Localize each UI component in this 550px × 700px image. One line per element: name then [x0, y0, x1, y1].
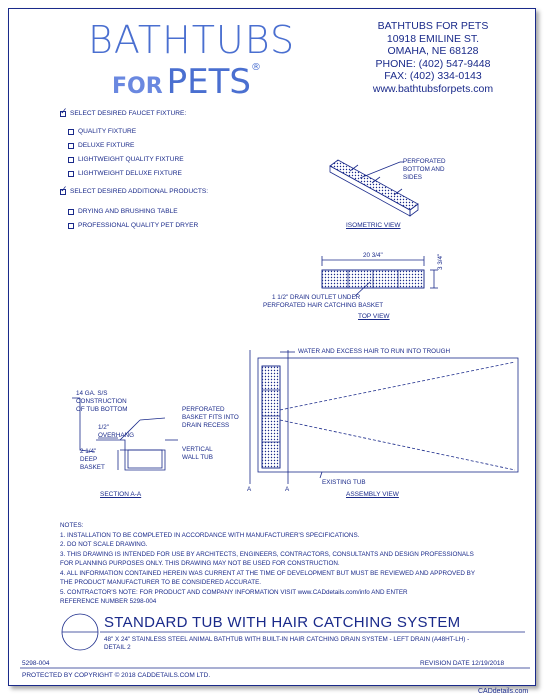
section-deep-2: DEEP	[80, 456, 98, 463]
section-c2: CONSTRUCTION	[76, 398, 127, 405]
faucet-option-label: QUALITY FIXTURE	[78, 128, 137, 135]
section-title: SECTION A-A	[100, 491, 142, 498]
note-line: FOR PLANNING PURPOSES ONLY. THIS DRAWING MAY NOT BE USED FOR CONSTRUCTION.	[60, 560, 340, 567]
assembly-title: ASSEMBLY VIEW	[346, 491, 399, 498]
additional-heading-label: SELECT DESIRED ADDITIONAL PRODUCTS:	[70, 188, 209, 195]
company-fax: FAX: (402) 334-0143	[384, 70, 482, 82]
section-c1: 14 GA. S/S	[76, 390, 108, 397]
cut-a-left: A	[247, 486, 252, 493]
faucet-option-label: LIGHTWEIGHT QUALITY FIXTURE	[78, 156, 184, 163]
note-line: 2. DO NOT SCALE DRAWING.	[60, 541, 148, 548]
logo-pets: PETS	[166, 62, 252, 102]
top-view-basket	[322, 256, 438, 296]
additional-option-label: DRYING AND BRUSHING TABLE	[78, 208, 178, 215]
section-overhang-1: 1/2"	[98, 424, 109, 431]
faucet-heading-label: SELECT DESIRED FAUCET FIXTURE:	[70, 110, 187, 117]
iso-callout-3: SIDES	[403, 174, 422, 181]
caddetails-brand[interactable]: CADdetails.com	[478, 688, 529, 695]
section-basket-2: BASKET FITS INTO	[182, 414, 239, 421]
additional-option-label: PROFESSIONAL QUALITY PET DRYER	[78, 222, 199, 229]
note-line: THE PRODUCT MANUFACTURER TO BE CONSIDERED ACCURATE.	[60, 579, 262, 586]
iso-callout-2: BOTTOM AND	[403, 166, 445, 173]
section-overhang-2: OVERHANG	[98, 432, 135, 439]
section-wall-1: VERTICAL	[182, 446, 213, 453]
assembly-view	[250, 350, 518, 484]
drawing-subtitle-1: 48" X 24" STAINLESS STEEL ANIMAL BATHTUB WITH BUILT-IN HAIR CATCHING DRAIN SYSTEM - LEFT DRAIN (A48HT-LH) -	[104, 636, 470, 643]
company-phone: PHONE: (402) 547-9448	[375, 57, 491, 70]
faucet-option-label: DELUXE FIXTURE	[78, 142, 135, 149]
top-dim-width: 3 3/4"	[437, 253, 444, 270]
faucet-option-label: LIGHTWEIGHT DELUXE FIXTURE	[78, 170, 182, 177]
drawing-title: STANDARD TUB WITH HAIR CATCHING SYSTEM	[104, 614, 461, 631]
isometric-title: ISOMETRIC VIEW	[346, 222, 401, 229]
company-street: 10918 EMILINE ST.	[386, 32, 480, 45]
top-view-title: TOP VIEW	[358, 313, 390, 320]
section-basket-3: DRAIN RECESS	[182, 422, 230, 429]
note-line: 5. CONTRACTOR'S NOTE: FOR PRODUCT AND COMPANY INFORMATION VISIT www.CADdetails.com/info AND ENTER	[60, 588, 408, 596]
cut-a-right: A	[285, 486, 290, 493]
section-c3: OF TUB BOTTOM	[76, 406, 128, 413]
company-website[interactable]: www.bathtubsforpets.com	[372, 82, 494, 95]
notes-block	[60, 521, 475, 607]
top-callout-2: PERFORATED HAIR CATCHING BASKET	[263, 302, 384, 309]
top-callout-1: 1 1/2" DRAIN OUTLET UNDER	[272, 294, 361, 301]
top-dim-length: 20 3/4"	[363, 252, 383, 259]
notes-heading: NOTES:	[60, 522, 84, 529]
copyright-notice: PROTECTED BY COPYRIGHT © 2018 CADDETAILS.COM LTD.	[22, 672, 211, 679]
drawing-subtitle-2: DETAIL 2	[104, 644, 131, 651]
logo-registered: ®	[251, 62, 262, 73]
section-deep-3: BASKET	[80, 464, 105, 471]
section-wall-2: WALL TUB	[182, 454, 213, 461]
company-name: BATHTUBS FOR PETS	[377, 20, 489, 32]
revision-date: REVISION DATE 12/19/2018	[420, 660, 505, 667]
logo-for: FOR	[112, 74, 163, 99]
note-line: REFERENCE NUMBER 5298-004	[60, 598, 157, 605]
section-basket-1: PERFORATED	[182, 406, 225, 413]
note-line: 1. INSTALLATION TO BE COMPLETED IN ACCORDANCE WITH MANUFACTURER'S SPECIFICATIONS.	[60, 531, 360, 539]
existing-tub-callout: EXISTING TUB	[322, 479, 366, 486]
reference-number: 5298-004	[22, 660, 50, 667]
note-line: 4. ALL INFORMATION CONTAINED HEREIN WAS CURRENT AT THE TIME OF DEVELOPMENT BUT MUST BE REVIEWED AND APPROVED BY	[60, 569, 476, 577]
iso-callout-1: PERFORATED	[403, 158, 446, 165]
note-line: 3. THIS DRAWING IS INTENDED FOR USE BY ARCHITECTS, ENGINEERS, CONTRACTORS, CONSULTANTS AND DESIGN PROFESSIONALS	[60, 550, 474, 558]
section-deep-1: 2 1/4"	[80, 448, 97, 455]
assembly-water-callout: WATER AND EXCESS HAIR TO RUN INTO TROUGH	[298, 348, 451, 355]
company-city: OMAHA, NE 68128	[387, 45, 479, 57]
logo-bathtubs: BATHTUBS	[88, 18, 296, 62]
